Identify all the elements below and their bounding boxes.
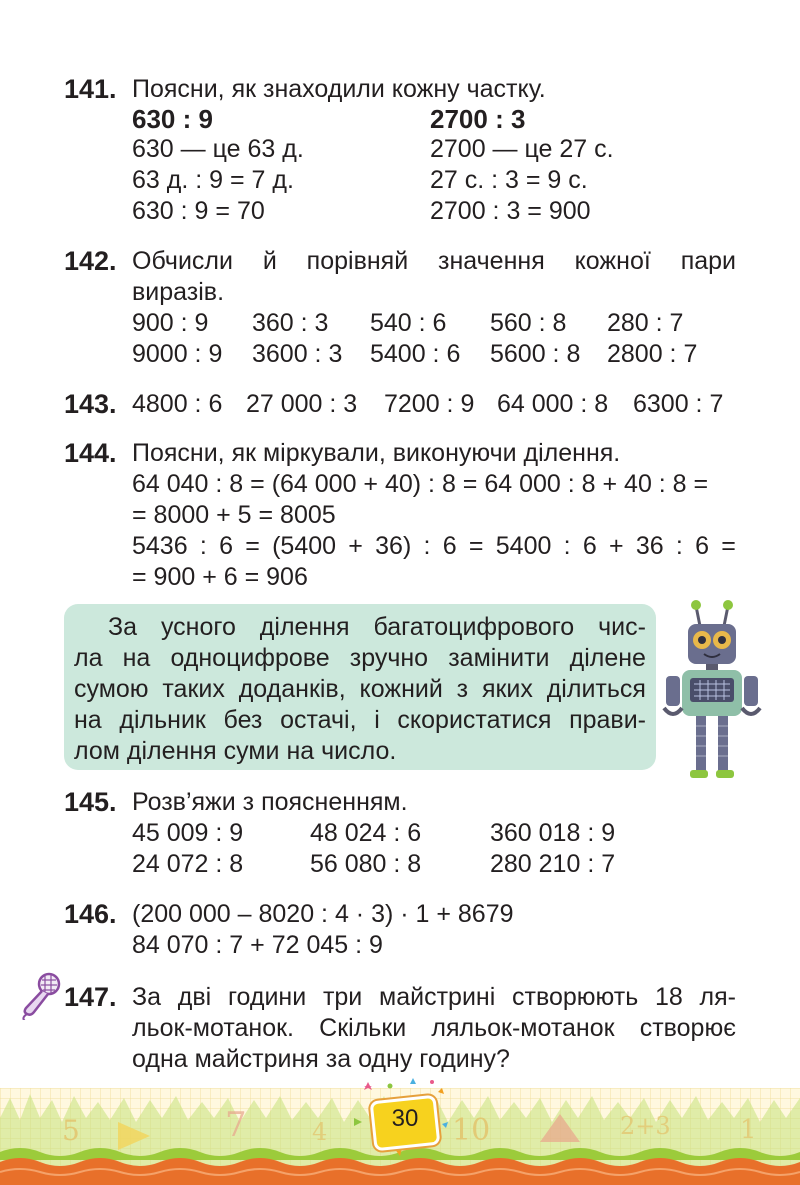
ex141-left-line3: 630 : 9 = 70 — [132, 197, 265, 225]
word: одноцифрове — [170, 644, 330, 672]
word: За — [108, 613, 138, 641]
token: + — [609, 532, 624, 560]
exercise-142-prompt — [132, 246, 736, 276]
word: три — [322, 983, 363, 1011]
exercise-145-prompt: Розв’яжи з поясненням. — [132, 788, 408, 816]
token: : — [199, 532, 207, 560]
exercise-147-number: 147. — [64, 982, 117, 1012]
token: 36 — [635, 532, 664, 560]
ex141-right-title: 2700 : 3 — [430, 104, 526, 134]
exercise-141-number: 141. — [64, 74, 117, 104]
exercise-144-line4: = 900 + 6 = 906 — [132, 563, 308, 591]
word: створюють — [512, 983, 639, 1011]
token: (5400 — [272, 532, 337, 560]
token: 5400 — [495, 532, 552, 560]
word: майстрині — [379, 983, 496, 1011]
expression: 64 000 : 8 — [497, 390, 609, 418]
footer-digit: 5 — [62, 1114, 80, 1147]
token: 6 — [442, 532, 457, 560]
exercise-141-prompt: Поясни, як знаходили кожну частку. — [132, 75, 546, 103]
token: 36) — [375, 532, 412, 560]
ex141-right-line3: 2700 : 3 = 900 — [430, 197, 591, 225]
word: Скільки — [319, 1014, 407, 1042]
expression: 900 : 9 — [132, 309, 209, 337]
word: остачі, — [280, 706, 357, 734]
rule-line-1 — [108, 612, 646, 642]
expression: 24 072 : 8 — [132, 850, 244, 878]
ex141-left-line1: 630 — це 63 д. — [132, 135, 304, 163]
exercise-142-row1 — [0, 308, 800, 338]
ex141-left-line2: 63 д. : 9 = 7 д. — [132, 166, 294, 194]
expression: 56 080 : 8 — [310, 850, 422, 878]
exercise-144-line3 — [132, 531, 736, 561]
word: яких — [481, 675, 533, 703]
exercise-147-line3: одна майстриня за одну годину? — [132, 1045, 510, 1073]
exercise-143-items — [0, 389, 800, 419]
word: чис- — [598, 613, 646, 641]
token: = — [468, 532, 484, 560]
word: замінити — [448, 644, 550, 672]
rule-line-3 — [74, 674, 646, 704]
word: ла — [74, 644, 103, 672]
word: на — [74, 706, 102, 734]
word: доданків, — [238, 675, 346, 703]
expression: 560 : 8 — [490, 309, 567, 337]
word: ділене — [569, 644, 646, 672]
expression: 280 : 7 — [607, 309, 684, 337]
word: значення — [438, 247, 545, 275]
word: багатоцифрового — [373, 613, 575, 641]
exercise-145-row2 — [0, 849, 800, 879]
ex141-right-line1: 2700 — це 27 с. — [430, 135, 614, 163]
token: : — [675, 532, 683, 560]
token: : — [423, 532, 431, 560]
token: = — [245, 532, 260, 560]
word: 18 — [654, 983, 683, 1011]
exercise-144-line1: 64 040 : 8 = (64 000 + 40) : 8 = 64 000 : 8 + 40 : 8 = — [132, 470, 709, 498]
word: ля- — [699, 983, 736, 1011]
expression: 280 210 : 7 — [490, 850, 616, 878]
word: льок-мотанок. — [132, 1014, 294, 1042]
expression: 7200 : 9 — [384, 390, 475, 418]
token: = — [721, 532, 736, 560]
token: 6 — [582, 532, 597, 560]
expression: 9000 : 9 — [132, 340, 223, 368]
word: на — [122, 644, 151, 672]
exercise-142-prompt-line2: виразів. — [132, 278, 225, 306]
exercise-143-number: 143. — [64, 389, 117, 419]
page-number: 30 — [391, 1105, 419, 1132]
footer-digit: 4 — [312, 1118, 328, 1146]
ex141-left-title: 630 : 9 — [132, 104, 213, 134]
expression: 45 009 : 9 — [132, 819, 244, 847]
expression: 48 024 : 6 — [310, 819, 422, 847]
token: : — [563, 532, 571, 560]
word: усного — [160, 613, 236, 641]
word: порівняй — [306, 247, 409, 275]
word: таких — [162, 675, 225, 703]
rule-line-4 — [74, 705, 646, 735]
expression: 360 : 3 — [252, 309, 329, 337]
word: ділиться — [546, 675, 646, 703]
footer-digit: 1 — [740, 1115, 757, 1145]
word: кожний — [359, 675, 443, 703]
expression: 6300 : 7 — [633, 390, 724, 418]
expression: 5600 : 8 — [490, 340, 581, 368]
footer-digit: 2+3 — [620, 1112, 671, 1140]
token: + — [348, 532, 363, 560]
exercise-142-row2 — [0, 339, 800, 369]
word: пари — [680, 247, 736, 275]
word: дві — [177, 983, 212, 1011]
expression: 360 018 : 9 — [490, 819, 616, 847]
exercise-147-line2 — [132, 1013, 736, 1043]
exercise-144-line2: = 8000 + 5 = 8005 — [132, 501, 336, 529]
token: 5436 — [132, 532, 188, 560]
exercise-144-prompt: Поясни, як міркували, виконуючи ділення. — [132, 439, 621, 467]
word: кожної — [574, 247, 651, 275]
word: скористатися — [397, 706, 552, 734]
word: дільник — [119, 706, 206, 734]
expression: 2800 : 7 — [607, 340, 698, 368]
expression: 4800 : 6 — [132, 390, 223, 418]
word: створює — [639, 1014, 736, 1042]
exercise-146-number: 146. — [64, 899, 117, 929]
expression: 27 000 : 3 — [246, 390, 358, 418]
word: За — [132, 983, 162, 1011]
word: й — [262, 247, 277, 275]
word: з — [456, 675, 469, 703]
microphone-icon — [18, 970, 64, 1020]
word: прави- — [569, 706, 646, 734]
expression: 3600 : 3 — [252, 340, 343, 368]
rule-line-2 — [74, 643, 646, 673]
footer-digit: 10 — [452, 1113, 491, 1148]
footer-digit: 7 — [225, 1105, 247, 1145]
exercise-142-number: 142. — [64, 246, 117, 276]
word: Обчисли — [132, 247, 233, 275]
exercise-146-line2: 84 070 : 7 + 72 045 : 9 — [132, 931, 383, 959]
expression: 5400 : 6 — [370, 340, 461, 368]
ex141-right-line2: 27 с. : 3 = 9 с. — [430, 166, 588, 194]
word: сумою — [74, 675, 149, 703]
token: 6 — [695, 532, 710, 560]
exercise-147-line1 — [132, 982, 736, 1012]
word: і — [374, 706, 380, 734]
word: години — [227, 983, 307, 1011]
word: зручно — [349, 644, 429, 672]
token: 6 — [219, 532, 233, 560]
rule-line-5: лом ділення суми на число. — [74, 737, 397, 765]
robot-illustration — [660, 596, 764, 780]
word: ляльок-мотанок — [431, 1014, 615, 1042]
word: ділення — [259, 613, 350, 641]
exercise-146-line1: (200 000 – 8020 : 4 · 3) · 1 + 8679 — [132, 900, 514, 928]
exercise-145-number: 145. — [64, 787, 117, 817]
exercise-144-number: 144. — [64, 438, 117, 468]
word: без — [223, 706, 263, 734]
exercise-145-row1 — [0, 818, 800, 848]
expression: 540 : 6 — [370, 309, 447, 337]
